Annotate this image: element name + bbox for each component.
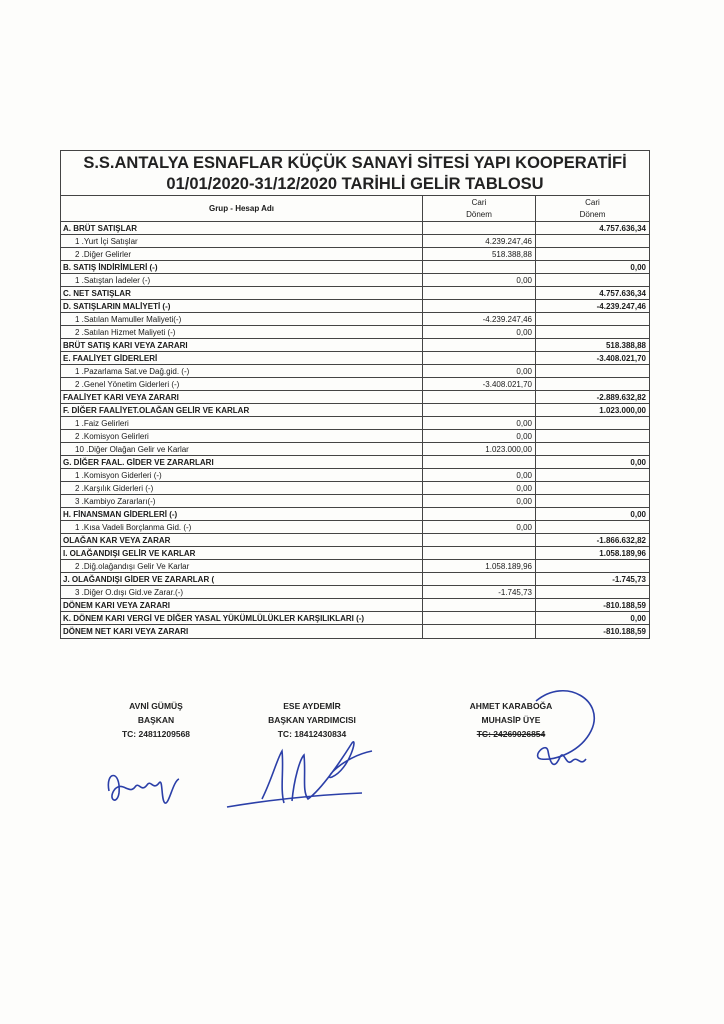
header-account-name: Grup - Hesap Adı: [61, 196, 423, 222]
row-value-col1: [423, 287, 536, 300]
row-value-col1: 518.388,88: [423, 248, 536, 261]
row-value-col2: [536, 326, 649, 339]
signatory-name: AHMET KARABOĞA: [469, 701, 553, 711]
row-value-col1: [423, 599, 536, 612]
row-value-col2: [536, 248, 649, 261]
row-value-col1: [423, 534, 536, 547]
row-label: OLAĞAN KAR VEYA ZARAR: [61, 534, 423, 547]
signatory-role: MUHASİP ÜYE: [481, 715, 541, 725]
row-label: 1 .Pazarlama Sat.ve Dağ.gid. (-): [61, 365, 423, 378]
row-value-col2: [536, 313, 649, 326]
row-value-col1: [423, 456, 536, 469]
row-value-col1: 0,00: [423, 482, 536, 495]
row-value-col2: [536, 443, 649, 456]
row-label: 1 .Satıştan İadeler (-): [61, 274, 423, 287]
row-value-col1: [423, 300, 536, 313]
row-label: BRÜT SATIŞ KARI VEYA ZARARI: [61, 339, 423, 352]
row-label: 1 .Komisyon Giderleri (-): [61, 469, 423, 482]
row-value-col2: -3.408.021,70: [536, 352, 649, 365]
row-label: 2 .Karşılık Giderleri (-): [61, 482, 423, 495]
row-label: D. SATIŞLARIN MALİYETİ (-): [61, 300, 423, 313]
row-value-col2: [536, 482, 649, 495]
row-label: A. BRÜT SATIŞLAR: [61, 222, 423, 235]
title-line-1: S.S.ANTALYA ESNAFLAR KÜÇÜK SANAYİ SİTESİ YAPI KOOPERATİFİ: [83, 154, 627, 172]
row-value-col2: [536, 365, 649, 378]
row-value-col1: [423, 547, 536, 560]
row-value-col2: 0,00: [536, 456, 649, 469]
row-label: 1 .Yurt İçi Satışlar: [61, 235, 423, 248]
row-value-col2: 0,00: [536, 612, 649, 625]
row-value-col2: [536, 586, 649, 599]
row-value-col1: 0,00: [423, 469, 536, 482]
row-value-col2: -810.188,59: [603, 627, 646, 636]
signatory-tc: TC: 24811209568: [121, 729, 191, 739]
row-value-col2: -810.188,59: [536, 599, 649, 612]
signature-scribble-icon: [101, 751, 201, 811]
row-label: DÖNEM KARI VEYA ZARARI: [61, 599, 423, 612]
row-value-col1: 0,00: [423, 495, 536, 508]
row-value-col2: -4.239.247,46: [536, 300, 649, 313]
row-label: 3 .Kambiyo Zararları(-): [61, 495, 423, 508]
income-statement: [60, 150, 650, 639]
row-value-col1: -3.408.021,70: [423, 378, 536, 391]
row-label: F. DİĞER FAALİYET.OLAĞAN GELİR VE KARLAR: [61, 404, 423, 417]
row-label: H. FİNANSMAN GİDERLERİ (-): [61, 508, 423, 521]
signatory-role: BAŞKAN YARDIMCISI: [268, 715, 356, 725]
signature-scribble-icon: [496, 681, 606, 781]
row-value-col2: 4.757.636,34: [536, 287, 649, 300]
row-value-col1: 0,00: [423, 365, 536, 378]
title-line-2: 01/01/2020-31/12/2020 TARİHLİ GELİR TABLOSU: [166, 175, 544, 193]
row-label: 2 .Diğer Gelirler: [61, 248, 423, 261]
header-current-period-1: Cari Dönem: [423, 196, 536, 222]
row-label: I. OLAĞANDIŞI GELİR VE KARLAR: [61, 547, 423, 560]
row-value-col2: [536, 469, 649, 482]
signatory-tc: TC: 24269026854: [476, 729, 546, 739]
signature-block: [0, 695, 724, 855]
row-label: 10 .Diğer Olağan Gelir ve Karlar: [61, 443, 423, 456]
row-value-col1: 0,00: [423, 274, 536, 287]
row-value-col2: [536, 378, 649, 391]
signatory-president: [96, 699, 216, 741]
row-value-col1: [423, 404, 536, 417]
row-label: K. DÖNEM KARI VERGİ VE DİĞER YASAL YÜKÜMLÜLÜKLER KARŞILIKLARI (-): [61, 612, 423, 625]
signatory-tc: TC: 18412430834: [277, 729, 347, 739]
signatory-role: BAŞKAN: [137, 715, 175, 725]
row-label: 2 .Diğ.olağandışı Gelir Ve Karlar: [61, 560, 423, 573]
row-value-col2: [536, 495, 649, 508]
row-value-col2: [536, 430, 649, 443]
row-value-col2: 4.757.636,34: [536, 222, 649, 235]
row-value-col2: [536, 560, 649, 573]
row-label: 2 .Komisyon Gelirleri: [61, 430, 423, 443]
row-label: 3 .Diğer O.dışı Gid.ve Zarar.(-): [61, 586, 423, 599]
row-value-col1: [423, 573, 536, 586]
row-value-col2: 0,00: [536, 508, 649, 521]
row-value-col2: [536, 235, 649, 248]
row-value-col2: -1.745,73: [536, 573, 649, 586]
row-label: 1 .Satılan Mamuller Maliyeti(-): [61, 313, 423, 326]
row-value-col1: [423, 261, 536, 274]
row-value-col1: 4.239.247,46: [423, 235, 536, 248]
row-label: 1 .Kısa Vadeli Borçlanma Gid. (-): [61, 521, 423, 534]
row-label: C. NET SATIŞLAR: [61, 287, 423, 300]
row-label: FAALİYET KARI VEYA ZARARI: [61, 391, 423, 404]
row-value-col1: 1.023.000,00: [423, 443, 536, 456]
document-title: [61, 151, 649, 196]
row-label: G. DİĞER FAAL. GİDER VE ZARARLARI: [61, 456, 423, 469]
row-label: J. OLAĞANDIŞI GİDER VE ZARARLAR (: [61, 573, 423, 586]
row-value-col2: 518.388,88: [536, 339, 649, 352]
row-value-col1: [423, 625, 536, 638]
row-label: DÖNEM NET KARI VEYA ZARARI: [61, 625, 423, 638]
row-value-col1: [423, 222, 536, 235]
header-current-period-2: Cari Dönem: [536, 196, 649, 222]
row-label: 2 .Satılan Hizmet Maliyeti (-): [61, 326, 423, 339]
row-value-col1: 0,00: [423, 521, 536, 534]
signatory-vice-president: [242, 699, 382, 741]
row-label: 2 .Genel Yönetim Giderleri (-): [61, 378, 423, 391]
row-value-col1: [423, 352, 536, 365]
signatory-name: ESE AYDEMİR: [283, 701, 341, 711]
signatory-accountant: [446, 699, 576, 741]
row-value-col1: -4.239.247,46: [423, 313, 536, 326]
row-value-col2: [536, 274, 649, 287]
statement-table: [61, 196, 649, 638]
row-value-col1: 0,00: [423, 326, 536, 339]
row-value-col1: -1.745,73: [423, 586, 536, 599]
row-value-col1: 0,00: [423, 417, 536, 430]
row-value-col2: [536, 417, 649, 430]
row-value-col2: [536, 521, 649, 534]
row-value-col2: 1.023.000,00: [536, 404, 649, 417]
row-value-col2: 0,00: [536, 261, 649, 274]
row-value-col1: 0,00: [423, 430, 536, 443]
row-value-col2: -1.866.632,82: [536, 534, 649, 547]
row-label: 1 .Faiz Gelirleri: [61, 417, 423, 430]
signatory-name: AVNİ GÜMÜŞ: [129, 701, 183, 711]
row-value-col2: 1.058.189,96: [536, 547, 649, 560]
row-label: B. SATIŞ İNDİRİMLERİ (-): [61, 261, 423, 274]
row-value-col1: [423, 508, 536, 521]
row-value-col1: 1.058.189,96: [423, 560, 536, 573]
row-value-col1: [423, 339, 536, 352]
row-value-col1: [423, 612, 536, 625]
row-value-col2: -2.889.632,82: [536, 391, 649, 404]
row-value-col1: [423, 391, 536, 404]
row-label: E. FAALİYET GİDERLERİ: [61, 352, 423, 365]
signature-scribble-icon: [222, 729, 382, 819]
